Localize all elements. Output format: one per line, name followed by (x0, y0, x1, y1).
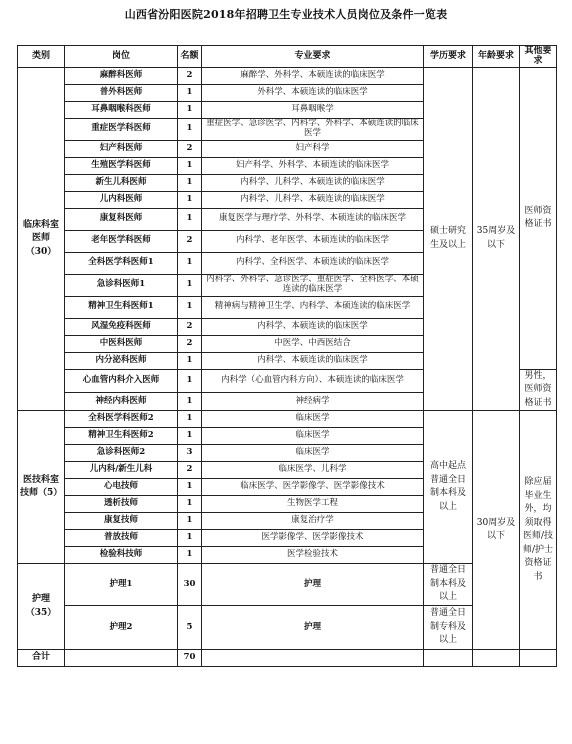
category-cell: 医技科室技师（5） (18, 411, 65, 564)
major-cell: 内科学、全科医学、本硕连读的临床医学 (202, 252, 424, 274)
total-row (18, 650, 557, 667)
total-label: 合计 (18, 650, 65, 667)
major-cell: 内科学（心血管内科方向）、本硕连读的临床医学 (202, 369, 424, 392)
count-cell: 1 (178, 208, 202, 230)
major-cell: 临床医学 (202, 445, 424, 462)
post-cell: 中医科医师 (65, 335, 178, 352)
category-cell: 护理（35） (18, 564, 65, 650)
count-cell: 1 (178, 274, 202, 296)
post-cell: 风湿免疫科医师 (65, 318, 178, 335)
count-cell: 1 (178, 296, 202, 318)
table-row (18, 411, 557, 428)
total-empty (473, 650, 520, 667)
category-cell: 临床科室医师（30） (18, 67, 65, 411)
post-cell: 全科医学科医师1 (65, 252, 178, 274)
post-cell: 儿内科医师 (65, 191, 178, 208)
table-row (18, 67, 557, 84)
count-cell: 2 (178, 318, 202, 335)
post-cell: 心血管内科介入医师 (65, 369, 178, 392)
other-cell: 医师资格证书 (520, 67, 557, 369)
header-major: 专业要求 (202, 46, 424, 68)
major-cell: 护理 (202, 606, 424, 650)
post-cell: 透析技师 (65, 496, 178, 513)
count-cell: 2 (178, 462, 202, 479)
education-cell: 硕士研究生及以上 (424, 67, 473, 411)
education-cell: 高中起点普通全日制本科及以上 (424, 411, 473, 564)
post-cell: 重症医学科医师 (65, 118, 178, 140)
major-cell: 护理 (202, 564, 424, 606)
header-row (18, 46, 557, 68)
major-cell: 内科学、本硕连读的临床医学 (202, 352, 424, 369)
count-cell: 1 (178, 118, 202, 140)
total-empty (202, 650, 424, 667)
header-other: 其他要求 (520, 46, 557, 68)
post-cell: 全科医学科医师2 (65, 411, 178, 428)
count-cell: 1 (178, 352, 202, 369)
post-cell: 内分泌科医师 (65, 352, 178, 369)
count-cell: 1 (178, 479, 202, 496)
count-cell: 1 (178, 428, 202, 445)
other-cell: 除应届毕业生外，均须取得医师/技师/护士资格证书 (520, 411, 557, 650)
count-cell: 1 (178, 513, 202, 530)
major-cell: 精神病与精神卫生学、内科学、本硕连读的临床医学 (202, 296, 424, 318)
age-cell: 30周岁及以下 (473, 411, 520, 650)
post-cell: 急诊科医师2 (65, 445, 178, 462)
post-cell: 儿内科/新生儿科 (65, 462, 178, 479)
count-cell: 1 (178, 369, 202, 392)
major-cell: 临床医学 (202, 428, 424, 445)
count-cell: 2 (178, 335, 202, 352)
header-education: 学历要求 (424, 46, 473, 68)
total-count: 70 (178, 650, 202, 667)
major-cell: 临床医学、医学影像学、医学影像技术 (202, 479, 424, 496)
major-cell: 妇产科学、外科学、本硕连读的临床医学 (202, 157, 424, 174)
major-cell: 妇产科学 (202, 140, 424, 157)
post-cell: 耳鼻咽喉科医师 (65, 101, 178, 118)
post-cell: 神经内科医师 (65, 393, 178, 411)
major-cell: 重症医学、急诊医学、内科学、外科学、本硕连读的临床医学 (202, 118, 424, 140)
count-cell: 1 (178, 174, 202, 191)
count-cell: 2 (178, 67, 202, 84)
major-cell: 内科学、本硕连读的临床医学 (202, 318, 424, 335)
major-cell: 康复治疗学 (202, 513, 424, 530)
document-title: 山西省汾阳医院2018年招聘卫生专业技术人员岗位及条件一览表 (124, 8, 448, 21)
positions-table (17, 45, 557, 667)
header-post: 岗位 (65, 46, 178, 68)
post-cell: 精神卫生科医师2 (65, 428, 178, 445)
major-cell: 医学影像学、医学影像技术 (202, 530, 424, 547)
age-cell: 35周岁及以下 (473, 67, 520, 411)
post-cell: 急诊科医师1 (65, 274, 178, 296)
count-cell: 1 (178, 157, 202, 174)
total-empty (65, 650, 178, 667)
major-cell: 临床医学 (202, 411, 424, 428)
post-cell: 精神卫生科医师1 (65, 296, 178, 318)
header-count: 名额 (178, 46, 202, 68)
total-empty (520, 650, 557, 667)
post-cell: 麻醉科医师 (65, 67, 178, 84)
major-cell: 临床医学、儿科学 (202, 462, 424, 479)
post-cell: 护理2 (65, 606, 178, 650)
major-cell: 内科学、老年医学、本硕连读的临床医学 (202, 230, 424, 252)
major-cell: 内科学、儿科学、本硕连读的临床医学 (202, 174, 424, 191)
post-cell: 康复科医师 (65, 208, 178, 230)
major-cell: 耳鼻咽喉学 (202, 101, 424, 118)
education-cell: 普通全日制本科及以上 (424, 564, 473, 606)
post-cell: 心电技师 (65, 479, 178, 496)
major-cell: 医学检验技术 (202, 547, 424, 564)
count-cell: 1 (178, 393, 202, 411)
count-cell: 5 (178, 606, 202, 650)
post-cell: 老年医学科医师 (65, 230, 178, 252)
post-cell: 妇产科医师 (65, 140, 178, 157)
education-cell: 普通全日制专科及以上 (424, 606, 473, 650)
count-cell: 2 (178, 140, 202, 157)
header-category: 类别 (18, 46, 65, 68)
header-age: 年龄要求 (473, 46, 520, 68)
post-cell: 普外科医师 (65, 84, 178, 101)
major-cell: 内科学、外科学、急诊医学、重症医学、全科医学、本硕连读的临床医学 (202, 274, 424, 296)
count-cell: 2 (178, 230, 202, 252)
total-empty (424, 650, 473, 667)
count-cell: 1 (178, 252, 202, 274)
count-cell: 30 (178, 564, 202, 606)
major-cell: 外科学、本硕连读的临床医学 (202, 84, 424, 101)
count-cell: 1 (178, 496, 202, 513)
count-cell: 1 (178, 411, 202, 428)
major-cell: 麻醉学、外科学、本硕连读的临床医学 (202, 67, 424, 84)
major-cell: 康复医学与理疗学、外科学、本硕连读的临床医学 (202, 208, 424, 230)
post-cell: 检验科技师 (65, 547, 178, 564)
other-cell: 男性，医师资格证书 (520, 369, 557, 411)
major-cell: 生物医学工程 (202, 496, 424, 513)
post-cell: 护理1 (65, 564, 178, 606)
count-cell: 1 (178, 530, 202, 547)
post-cell: 康复技师 (65, 513, 178, 530)
major-cell: 神经病学 (202, 393, 424, 411)
count-cell: 1 (178, 84, 202, 101)
count-cell: 1 (178, 547, 202, 564)
count-cell: 1 (178, 191, 202, 208)
post-cell: 生殖医学科医师 (65, 157, 178, 174)
post-cell: 普放技师 (65, 530, 178, 547)
post-cell: 新生儿科医师 (65, 174, 178, 191)
count-cell: 3 (178, 445, 202, 462)
major-cell: 中医学、中西医结合 (202, 335, 424, 352)
count-cell: 1 (178, 101, 202, 118)
major-cell: 内科学、儿科学、本硕连读的临床医学 (202, 191, 424, 208)
